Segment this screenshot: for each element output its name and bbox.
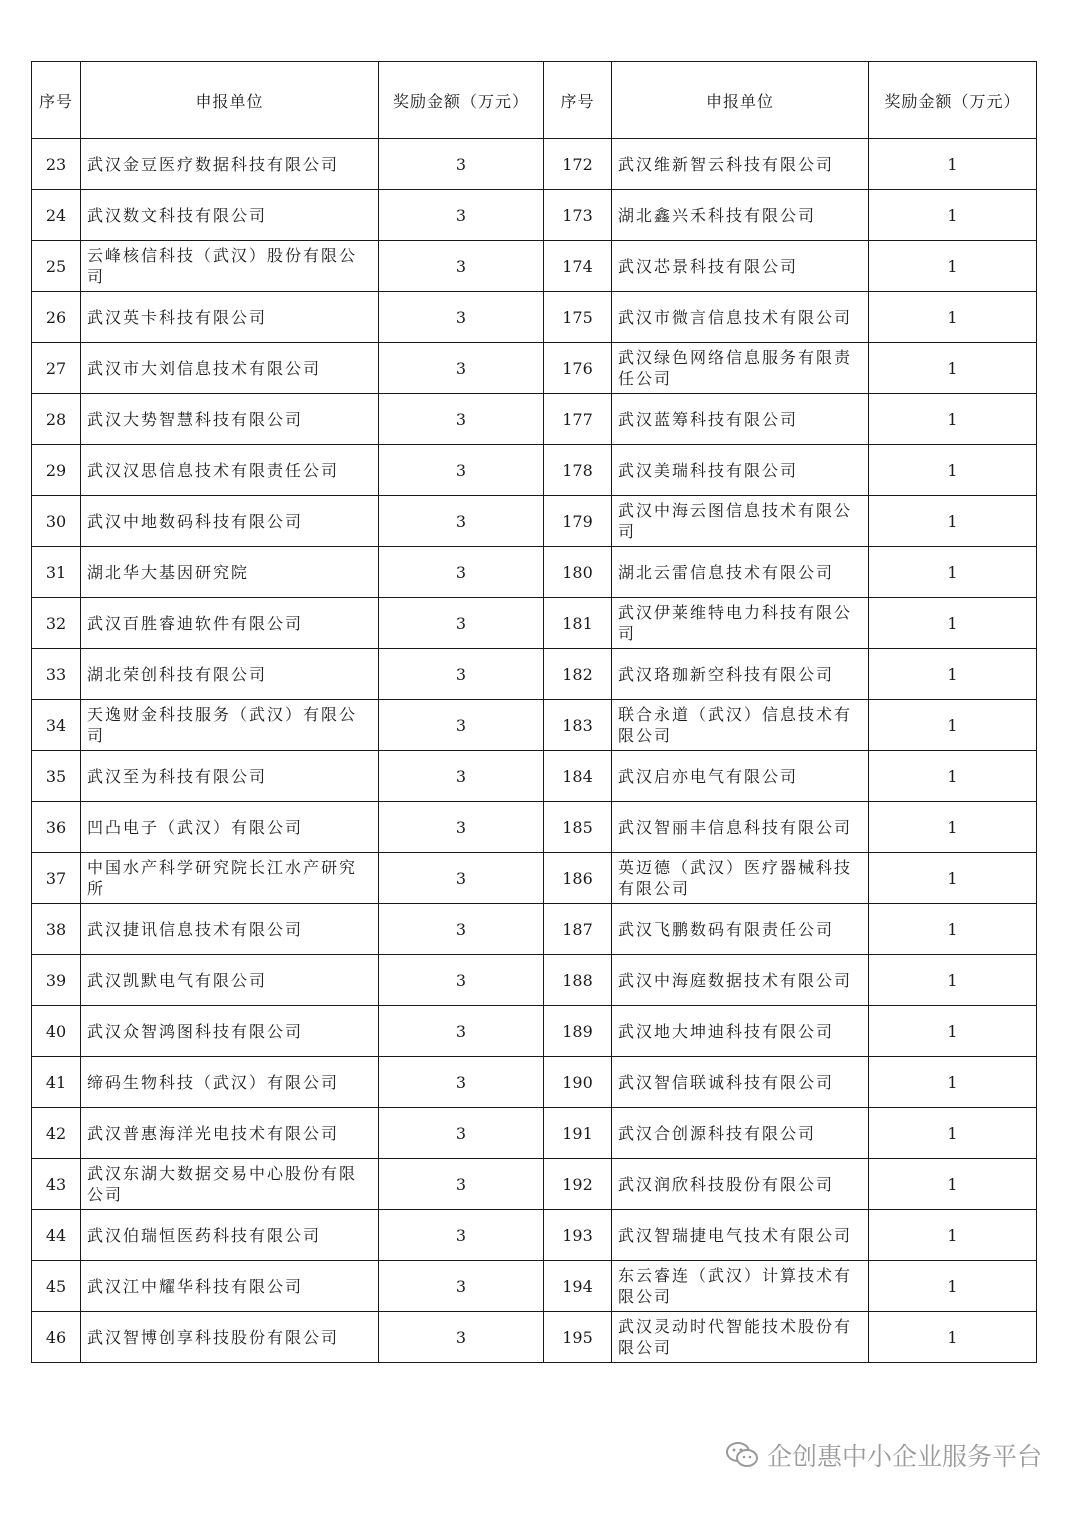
unit-cell: 武汉众智鸿图科技有限公司 — [81, 1006, 379, 1057]
table-row — [32, 955, 1037, 1006]
amount-cell: 1 — [869, 700, 1037, 751]
header-row — [32, 62, 1037, 139]
amount-cell: 3 — [379, 292, 544, 343]
unit-cell: 武汉珞珈新空科技有限公司 — [612, 649, 869, 700]
seq-cell: 30 — [32, 496, 81, 547]
amount-cell: 1 — [869, 598, 1037, 649]
table-row — [32, 343, 1037, 394]
unit-cell: 湖北云雷信息技术有限公司 — [612, 547, 869, 598]
amount-cell: 3 — [379, 1159, 544, 1210]
unit-cell: 武汉中地数码科技有限公司 — [81, 496, 379, 547]
amount-cell: 1 — [869, 1261, 1037, 1312]
seq-cell: 185 — [544, 802, 612, 853]
seq-cell: 187 — [544, 904, 612, 955]
amount-cell: 1 — [869, 343, 1037, 394]
seq-cell: 176 — [544, 343, 612, 394]
seq-cell: 181 — [544, 598, 612, 649]
table-row — [32, 649, 1037, 700]
amount-cell: 3 — [379, 445, 544, 496]
seq-cell: 188 — [544, 955, 612, 1006]
unit-cell: 湖北荣创科技有限公司 — [81, 649, 379, 700]
table-row — [32, 241, 1037, 292]
header-unit: 申报单位 — [81, 62, 379, 139]
amount-cell: 3 — [379, 1210, 544, 1261]
table-row — [32, 190, 1037, 241]
amount-cell: 1 — [869, 649, 1037, 700]
unit-cell: 天逸财金科技服务（武汉）有限公司 — [81, 700, 379, 751]
header-amount: 奖励金额（万元） — [379, 62, 544, 139]
amount-cell: 1 — [869, 1108, 1037, 1159]
unit-cell: 武汉合创源科技有限公司 — [612, 1108, 869, 1159]
amount-cell: 1 — [869, 1312, 1037, 1363]
unit-cell: 武汉伊莱维特电力科技有限公司 — [612, 598, 869, 649]
seq-cell: 24 — [32, 190, 81, 241]
unit-cell: 武汉汉思信息技术有限责任公司 — [81, 445, 379, 496]
unit-cell: 武汉启亦电气有限公司 — [612, 751, 869, 802]
seq-cell: 46 — [32, 1312, 81, 1363]
table-row — [32, 802, 1037, 853]
unit-cell: 武汉市微言信息技术有限公司 — [612, 292, 869, 343]
unit-cell: 东云睿连（武汉）计算技术有限公司 — [612, 1261, 869, 1312]
table-row — [32, 1108, 1037, 1159]
seq-cell: 173 — [544, 190, 612, 241]
table-row — [32, 292, 1037, 343]
amount-cell: 3 — [379, 1261, 544, 1312]
amount-cell: 3 — [379, 394, 544, 445]
seq-cell: 192 — [544, 1159, 612, 1210]
unit-cell: 武汉捷讯信息技术有限公司 — [81, 904, 379, 955]
seq-cell: 44 — [32, 1210, 81, 1261]
unit-cell: 武汉百胜睿迪软件有限公司 — [81, 598, 379, 649]
seq-cell: 178 — [544, 445, 612, 496]
seq-cell: 37 — [32, 853, 81, 904]
amount-cell: 1 — [869, 1006, 1037, 1057]
amount-cell: 1 — [869, 802, 1037, 853]
amount-cell: 3 — [379, 1312, 544, 1363]
table-row — [32, 751, 1037, 802]
amount-cell: 3 — [379, 751, 544, 802]
amount-cell: 1 — [869, 904, 1037, 955]
table-row — [32, 547, 1037, 598]
amount-cell: 1 — [869, 496, 1037, 547]
table-row — [32, 1159, 1037, 1210]
unit-cell: 武汉数文科技有限公司 — [81, 190, 379, 241]
unit-cell: 武汉智丽丰信息科技有限公司 — [612, 802, 869, 853]
unit-cell: 缔码生物科技（武汉）有限公司 — [81, 1057, 379, 1108]
unit-cell: 英迈德（武汉）医疗器械科技有限公司 — [612, 853, 869, 904]
seq-cell: 179 — [544, 496, 612, 547]
seq-cell: 42 — [32, 1108, 81, 1159]
amount-cell: 3 — [379, 649, 544, 700]
amount-cell: 3 — [379, 598, 544, 649]
unit-cell: 武汉蓝筹科技有限公司 — [612, 394, 869, 445]
seq-cell: 40 — [32, 1006, 81, 1057]
amount-cell: 3 — [379, 343, 544, 394]
amount-cell: 3 — [379, 853, 544, 904]
header-seq: 序号 — [32, 62, 81, 139]
header-unit: 申报单位 — [612, 62, 869, 139]
amount-cell: 3 — [379, 1006, 544, 1057]
amount-cell: 1 — [869, 853, 1037, 904]
table-row — [32, 904, 1037, 955]
amount-cell: 1 — [869, 547, 1037, 598]
table-row — [32, 139, 1037, 190]
unit-cell: 武汉凯默电气有限公司 — [81, 955, 379, 1006]
header-seq: 序号 — [544, 62, 612, 139]
unit-cell: 武汉飞鹏数码有限责任公司 — [612, 904, 869, 955]
table-row — [32, 394, 1037, 445]
amount-cell: 1 — [869, 955, 1037, 1006]
seq-cell: 26 — [32, 292, 81, 343]
unit-cell: 云峰核信科技（武汉）股份有限公司 — [81, 241, 379, 292]
seq-cell: 182 — [544, 649, 612, 700]
seq-cell: 189 — [544, 1006, 612, 1057]
unit-cell: 凹凸电子（武汉）有限公司 — [81, 802, 379, 853]
unit-cell: 武汉中海庭数据技术有限公司 — [612, 955, 869, 1006]
unit-cell: 联合永道（武汉）信息技术有限公司 — [612, 700, 869, 751]
amount-cell: 3 — [379, 904, 544, 955]
seq-cell: 195 — [544, 1312, 612, 1363]
seq-cell: 180 — [544, 547, 612, 598]
unit-cell: 武汉灵动时代智能技术股份有限公司 — [612, 1312, 869, 1363]
seq-cell: 34 — [32, 700, 81, 751]
watermark — [725, 1437, 1042, 1473]
seq-cell: 184 — [544, 751, 612, 802]
unit-cell: 湖北鑫兴禾科技有限公司 — [612, 190, 869, 241]
unit-cell: 武汉润欣科技股份有限公司 — [612, 1159, 869, 1210]
unit-cell: 中国水产科学研究院长江水产研究所 — [81, 853, 379, 904]
seq-cell: 172 — [544, 139, 612, 190]
seq-cell: 25 — [32, 241, 81, 292]
seq-cell: 36 — [32, 802, 81, 853]
unit-cell: 武汉绿色网络信息服务有限责任公司 — [612, 343, 869, 394]
amount-cell: 1 — [869, 241, 1037, 292]
table-row — [32, 598, 1037, 649]
unit-cell: 武汉芯景科技有限公司 — [612, 241, 869, 292]
seq-cell: 183 — [544, 700, 612, 751]
table-row — [32, 1210, 1037, 1261]
seq-cell: 186 — [544, 853, 612, 904]
seq-cell: 194 — [544, 1261, 612, 1312]
unit-cell: 武汉江中耀华科技有限公司 — [81, 1261, 379, 1312]
amount-cell: 3 — [379, 1108, 544, 1159]
wechat-icon — [725, 1441, 759, 1469]
seq-cell: 193 — [544, 1210, 612, 1261]
watermark-text: 企创惠中小企业服务平台 — [766, 1442, 1042, 1471]
amount-cell: 3 — [379, 802, 544, 853]
unit-cell: 武汉伯瑞恒医药科技有限公司 — [81, 1210, 379, 1261]
seq-cell: 39 — [32, 955, 81, 1006]
unit-cell: 武汉市大刘信息技术有限公司 — [81, 343, 379, 394]
unit-cell: 武汉智博创享科技股份有限公司 — [81, 1312, 379, 1363]
amount-cell: 1 — [869, 1210, 1037, 1261]
seq-cell: 32 — [32, 598, 81, 649]
table-row — [32, 1261, 1037, 1312]
table-row — [32, 496, 1037, 547]
unit-cell: 武汉普惠海洋光电技术有限公司 — [81, 1108, 379, 1159]
amount-cell: 1 — [869, 394, 1037, 445]
table-row — [32, 700, 1037, 751]
seq-cell: 175 — [544, 292, 612, 343]
amount-cell: 3 — [379, 139, 544, 190]
unit-cell: 武汉大势智慧科技有限公司 — [81, 394, 379, 445]
seq-cell: 31 — [32, 547, 81, 598]
amount-cell: 3 — [379, 496, 544, 547]
amount-cell: 3 — [379, 955, 544, 1006]
unit-cell: 武汉至为科技有限公司 — [81, 751, 379, 802]
seq-cell: 45 — [32, 1261, 81, 1312]
table-row — [32, 445, 1037, 496]
table-row — [32, 1006, 1037, 1057]
amount-cell: 1 — [869, 139, 1037, 190]
table-row — [32, 1312, 1037, 1363]
amount-cell: 3 — [379, 700, 544, 751]
unit-cell: 武汉中海云图信息技术有限公司 — [612, 496, 869, 547]
unit-cell: 武汉金豆医疗数据科技有限公司 — [81, 139, 379, 190]
seq-cell: 174 — [544, 241, 612, 292]
unit-cell: 武汉维新智云科技有限公司 — [612, 139, 869, 190]
unit-cell: 武汉英卡科技有限公司 — [81, 292, 379, 343]
unit-cell: 武汉智信联诚科技有限公司 — [612, 1057, 869, 1108]
seq-cell: 35 — [32, 751, 81, 802]
seq-cell: 27 — [32, 343, 81, 394]
seq-cell: 190 — [544, 1057, 612, 1108]
seq-cell: 28 — [32, 394, 81, 445]
amount-cell: 1 — [869, 1159, 1037, 1210]
amount-cell: 3 — [379, 1057, 544, 1108]
unit-cell: 武汉地大坤迪科技有限公司 — [612, 1006, 869, 1057]
amount-cell: 1 — [869, 445, 1037, 496]
seq-cell: 29 — [32, 445, 81, 496]
seq-cell: 177 — [544, 394, 612, 445]
seq-cell: 191 — [544, 1108, 612, 1159]
amount-cell: 1 — [869, 190, 1037, 241]
seq-cell: 41 — [32, 1057, 81, 1108]
amount-cell: 3 — [379, 190, 544, 241]
table-row — [32, 1057, 1037, 1108]
unit-cell: 湖北华大基因研究院 — [81, 547, 379, 598]
seq-cell: 33 — [32, 649, 81, 700]
amount-cell: 1 — [869, 751, 1037, 802]
amount-cell: 1 — [869, 292, 1037, 343]
seq-cell: 23 — [32, 139, 81, 190]
seq-cell: 38 — [32, 904, 81, 955]
seq-cell: 43 — [32, 1159, 81, 1210]
unit-cell: 武汉智瑞捷电气技术有限公司 — [612, 1210, 869, 1261]
amount-cell: 3 — [379, 547, 544, 598]
amount-cell: 3 — [379, 241, 544, 292]
unit-cell: 武汉美瑞科技有限公司 — [612, 445, 869, 496]
table-row — [32, 853, 1037, 904]
unit-cell: 武汉东湖大数据交易中心股份有限公司 — [81, 1159, 379, 1210]
award-table — [31, 61, 1037, 1363]
header-amount: 奖励金额（万元） — [869, 62, 1037, 139]
amount-cell: 1 — [869, 1057, 1037, 1108]
